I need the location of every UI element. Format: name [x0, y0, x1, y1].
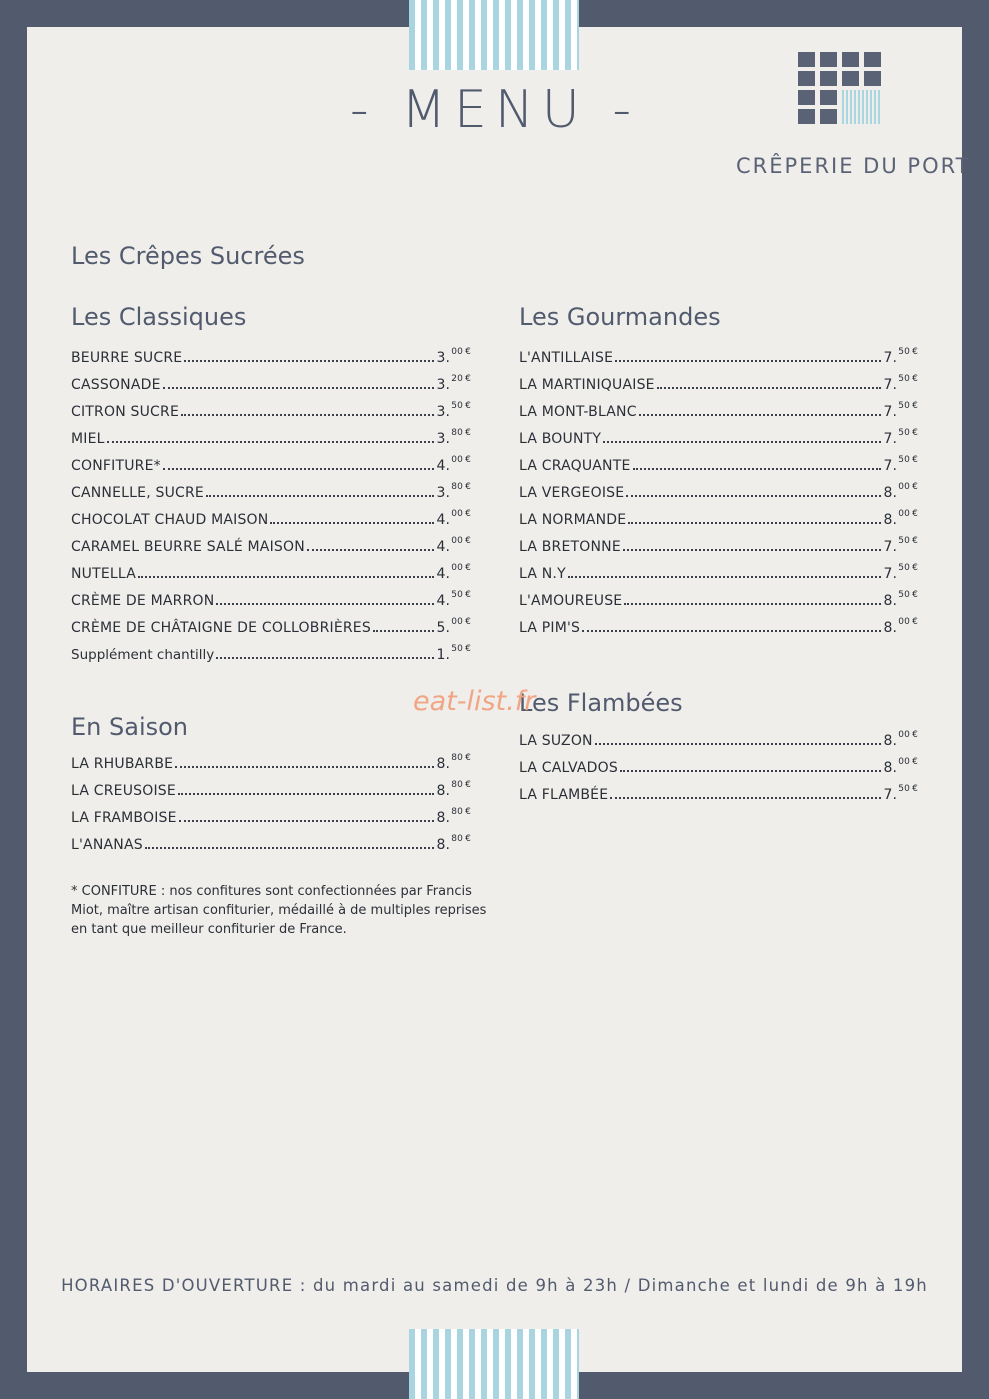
- menu-item-price: [436, 455, 471, 474]
- menu-item-name: Supplément chantilly: [71, 647, 215, 663]
- dot-leader: [181, 414, 434, 416]
- menu-item-price: [436, 428, 471, 447]
- price-euros: 7.: [883, 458, 898, 474]
- menu-item: [71, 745, 471, 772]
- currency-symbol: €: [912, 374, 918, 384]
- grid-logo-icon: [798, 52, 880, 130]
- currency-symbol: €: [465, 509, 471, 519]
- price-cents: 00: [451, 563, 464, 573]
- currency-symbol: €: [465, 644, 471, 654]
- menu-item-price: [883, 617, 918, 636]
- dot-leader: [657, 387, 882, 389]
- currency-symbol: €: [912, 428, 918, 438]
- menu-item-name: CHOCOLAT CHAUD MAISON: [71, 512, 269, 528]
- menu-item: [519, 474, 918, 501]
- currency-symbol: €: [912, 347, 918, 357]
- price-euros: 3.: [436, 377, 451, 393]
- classiques-list: [71, 339, 471, 663]
- menu-item: [71, 636, 471, 663]
- dot-leader: [639, 414, 882, 416]
- menu-item-name: LA MARTINIQUAISE: [519, 377, 655, 393]
- menu-item-price: [883, 590, 918, 609]
- price-cents: 80: [451, 834, 464, 844]
- menu-item-name: L'AMOUREUSE: [519, 593, 623, 609]
- menu-item-price: [436, 834, 471, 853]
- menu-item-price: [436, 347, 471, 366]
- menu-item-price: [883, 563, 918, 582]
- menu-item: [519, 528, 918, 555]
- menu-item-name: LA NORMANDE: [519, 512, 627, 528]
- price-cents: 00: [898, 757, 911, 767]
- price-euros: 4.: [436, 593, 451, 609]
- menu-item: [519, 749, 918, 776]
- dot-leader: [178, 793, 435, 795]
- menu-item-name: LA VERGEOISE: [519, 485, 625, 501]
- bottom-stripe-decoration: [409, 1329, 579, 1399]
- menu-item-name: CRÈME DE MARRON: [71, 593, 215, 609]
- currency-symbol: €: [465, 834, 471, 844]
- price-cents: 80: [451, 753, 464, 763]
- price-cents: 80: [451, 780, 464, 790]
- price-euros: 4.: [436, 512, 451, 528]
- dot-leader: [373, 630, 434, 632]
- price-euros: 8.: [883, 620, 898, 636]
- menu-item-price: [883, 347, 918, 366]
- menu-item: [519, 339, 918, 366]
- menu-item-name: CANNELLE, SUCRE: [71, 485, 204, 501]
- menu-item-name: LA SUZON: [519, 733, 593, 749]
- menu-item-price: [883, 374, 918, 393]
- menu-item-name: MIEL: [71, 431, 105, 447]
- brand-name: CRÊPERIE DU PORT: [736, 154, 971, 178]
- price-euros: 8.: [436, 756, 451, 772]
- currency-symbol: €: [465, 401, 471, 411]
- confiture-footnote: * CONFITURE : nos confitures sont confectionnées par Francis Miot, maître artisan confiturier, médaillé à de multiples reprises en tant que meilleur confiturier de France.: [71, 884, 487, 937]
- dot-leader: [615, 360, 881, 362]
- menu-item-name: LA RHUBARBE: [71, 756, 174, 772]
- dot-leader: [624, 603, 881, 605]
- price-cents: 50: [451, 644, 464, 654]
- menu-item: [519, 501, 918, 528]
- price-cents: 50: [898, 563, 911, 573]
- currency-symbol: €: [912, 455, 918, 465]
- menu-item: [71, 474, 471, 501]
- menu-item: [71, 393, 471, 420]
- menu-item-name: L'ANANAS: [71, 837, 143, 853]
- menu-item-name: CITRON SUCRE: [71, 404, 180, 420]
- menu-item: [71, 501, 471, 528]
- price-cents: 50: [898, 401, 911, 411]
- price-euros: 8.: [883, 485, 898, 501]
- dot-leader: [610, 797, 881, 799]
- price-euros: 7.: [883, 377, 898, 393]
- price-cents: 80: [451, 428, 464, 438]
- price-cents: 80: [451, 807, 464, 817]
- menu-item-name: CASSONADE: [71, 377, 161, 393]
- menu-item-price: [436, 807, 471, 826]
- dot-leader: [568, 576, 882, 578]
- currency-symbol: €: [912, 617, 918, 627]
- price-euros: 3.: [436, 350, 451, 366]
- menu-item: [519, 555, 918, 582]
- menu-item-price: [436, 482, 471, 501]
- price-cents: 50: [898, 784, 911, 794]
- section-title: Les Crêpes Sucrées: [71, 242, 305, 270]
- menu-item: [519, 722, 918, 749]
- menu-item-price: [883, 509, 918, 528]
- currency-symbol: €: [912, 757, 918, 767]
- currency-symbol: €: [465, 807, 471, 817]
- price-cents: 00: [451, 455, 464, 465]
- dot-leader: [270, 522, 434, 524]
- menu-item-name: L'ANTILLAISE: [519, 350, 614, 366]
- price-cents: 00: [898, 617, 911, 627]
- dot-leader: [163, 468, 435, 470]
- menu-item: [71, 447, 471, 474]
- price-cents: 00: [898, 509, 911, 519]
- menu-item-name: LA CRAQUANTE: [519, 458, 631, 474]
- menu-item: [71, 339, 471, 366]
- price-euros: 7.: [883, 350, 898, 366]
- menu-item-name: LA BOUNTY: [519, 431, 602, 447]
- menu-item-price: [436, 374, 471, 393]
- currency-symbol: €: [465, 753, 471, 763]
- price-euros: 8.: [883, 593, 898, 609]
- dot-leader: [620, 770, 882, 772]
- menu-item-name: BEURRE SUCRE: [71, 350, 183, 366]
- flambees-list: [519, 722, 918, 803]
- menu-item-price: [883, 536, 918, 555]
- menu-item-price: [883, 401, 918, 420]
- price-euros: 5.: [436, 620, 451, 636]
- price-euros: 7.: [883, 787, 898, 803]
- menu-item-price: [436, 563, 471, 582]
- dot-leader: [628, 522, 881, 524]
- menu-item-price: [436, 617, 471, 636]
- price-cents: 50: [898, 428, 911, 438]
- price-cents: 00: [451, 347, 464, 357]
- currency-symbol: €: [465, 590, 471, 600]
- dot-leader: [307, 549, 435, 551]
- dot-leader: [163, 387, 435, 389]
- currency-symbol: €: [465, 780, 471, 790]
- price-cents: 00: [898, 730, 911, 740]
- dot-leader: [179, 820, 435, 822]
- menu-item-name: CARAMEL BEURRE SALÉ MAISON: [71, 539, 305, 555]
- price-euros: 7.: [883, 404, 898, 420]
- price-cents: 00: [451, 509, 464, 519]
- dot-leader: [595, 743, 882, 745]
- menu-item-name: LA BRETONNE: [519, 539, 621, 555]
- menu-item-price: [436, 401, 471, 420]
- currency-symbol: €: [912, 509, 918, 519]
- price-cents: 50: [898, 455, 911, 465]
- dot-leader: [623, 549, 882, 551]
- currency-symbol: €: [465, 428, 471, 438]
- flambees-title: Les Flambées: [519, 689, 683, 717]
- menu-item: [519, 420, 918, 447]
- price-euros: 4.: [436, 458, 451, 474]
- currency-symbol: €: [465, 347, 471, 357]
- gourmandes-list: [519, 339, 918, 636]
- menu-item-price: [436, 536, 471, 555]
- currency-symbol: €: [465, 455, 471, 465]
- price-euros: 3.: [436, 404, 451, 420]
- price-euros: 4.: [436, 566, 451, 582]
- menu-item: [519, 582, 918, 609]
- price-euros: 4.: [436, 539, 451, 555]
- dot-leader: [603, 441, 881, 443]
- price-euros: 7.: [883, 539, 898, 555]
- menu-item-name: LA CALVADOS: [519, 760, 618, 776]
- menu-item: [519, 776, 918, 803]
- dot-leader: [626, 495, 881, 497]
- price-cents: 50: [898, 347, 911, 357]
- currency-symbol: €: [465, 482, 471, 492]
- currency-symbol: €: [465, 536, 471, 546]
- price-euros: 8.: [883, 512, 898, 528]
- price-euros: 7.: [883, 431, 898, 447]
- currency-symbol: €: [912, 536, 918, 546]
- menu-item: [71, 528, 471, 555]
- menu-item-name: LA N.Y: [519, 566, 566, 582]
- menu-item-price: [883, 482, 918, 501]
- en-saison-list: [71, 745, 471, 853]
- top-stripe-decoration: [409, 0, 579, 70]
- price-euros: 8.: [436, 837, 451, 853]
- price-euros: 8.: [883, 760, 898, 776]
- price-cents: 20: [451, 374, 464, 384]
- menu-item: [71, 555, 471, 582]
- price-euros: 8.: [436, 783, 451, 799]
- menu-item-price: [436, 644, 471, 663]
- menu-item: [71, 826, 471, 853]
- menu-item: [71, 799, 471, 826]
- currency-symbol: €: [912, 730, 918, 740]
- price-cents: 50: [451, 401, 464, 411]
- menu-item: [71, 420, 471, 447]
- currency-symbol: €: [465, 374, 471, 384]
- price-euros: 3.: [436, 431, 451, 447]
- price-cents: 00: [898, 482, 911, 492]
- menu-item-price: [436, 753, 471, 772]
- price-euros: 3.: [436, 485, 451, 501]
- dot-leader: [138, 576, 434, 578]
- currency-symbol: €: [912, 563, 918, 573]
- dot-leader: [633, 468, 882, 470]
- dot-leader: [206, 495, 434, 497]
- menu-title: - MENU -: [349, 80, 640, 140]
- menu-item-name: NUTELLA: [71, 566, 137, 582]
- menu-item-price: [436, 509, 471, 528]
- menu-item: [519, 393, 918, 420]
- dot-leader: [175, 766, 434, 768]
- menu-item: [71, 609, 471, 636]
- price-cents: 50: [898, 536, 911, 546]
- menu-item: [71, 772, 471, 799]
- price-euros: 8.: [436, 810, 451, 826]
- gourmandes-title: Les Gourmandes: [519, 303, 721, 331]
- menu-item-price: [436, 590, 471, 609]
- price-euros: 7.: [883, 566, 898, 582]
- dot-leader: [216, 603, 434, 605]
- price-cents: 00: [451, 617, 464, 627]
- menu-item-name: LA FRAMBOISE: [71, 810, 177, 826]
- menu-item: [71, 582, 471, 609]
- opening-hours: HORAIRES D'OUVERTURE : du mardi au samedi de 9h à 23h / Dimanche et lundi de 9h à 19h: [61, 1276, 928, 1295]
- price-cents: 50: [451, 590, 464, 600]
- dot-leader: [107, 441, 435, 443]
- en-saison-title: En Saison: [71, 713, 189, 741]
- menu-item-name: CRÈME DE CHÂTAIGNE DE COLLOBRIÈRES: [71, 620, 371, 636]
- classiques-title: Les Classiques: [71, 303, 247, 331]
- menu-item: [71, 366, 471, 393]
- dot-leader: [216, 657, 434, 659]
- menu-item: [519, 366, 918, 393]
- menu-item-price: [436, 780, 471, 799]
- dot-leader: [582, 630, 881, 632]
- price-cents: 50: [898, 590, 911, 600]
- price-cents: 50: [898, 374, 911, 384]
- price-euros: 1.: [436, 647, 451, 663]
- menu-item: [519, 447, 918, 474]
- currency-symbol: €: [912, 482, 918, 492]
- price-euros: 8.: [883, 733, 898, 749]
- dot-leader: [145, 847, 435, 849]
- currency-symbol: €: [912, 784, 918, 794]
- menu-item-name: LA FLAMBÉE: [519, 787, 609, 803]
- menu-item: [519, 609, 918, 636]
- menu-item-name: LA CREUSOISE: [71, 783, 176, 799]
- menu-item-price: [883, 784, 918, 803]
- currency-symbol: €: [465, 617, 471, 627]
- menu-item-name: LA PIM'S: [519, 620, 581, 636]
- menu-item-name: CONFITURE*: [71, 458, 161, 474]
- price-cents: 00: [451, 536, 464, 546]
- menu-item-price: [883, 730, 918, 749]
- currency-symbol: €: [465, 563, 471, 573]
- dot-leader: [184, 360, 434, 362]
- menu-item-price: [883, 757, 918, 776]
- currency-symbol: €: [912, 590, 918, 600]
- menu-item-price: [883, 428, 918, 447]
- menu-item-price: [883, 455, 918, 474]
- price-cents: 80: [451, 482, 464, 492]
- currency-symbol: €: [912, 401, 918, 411]
- menu-item-name: LA MONT-BLANC: [519, 404, 637, 420]
- watermark-text: eat-list.fr: [413, 686, 536, 717]
